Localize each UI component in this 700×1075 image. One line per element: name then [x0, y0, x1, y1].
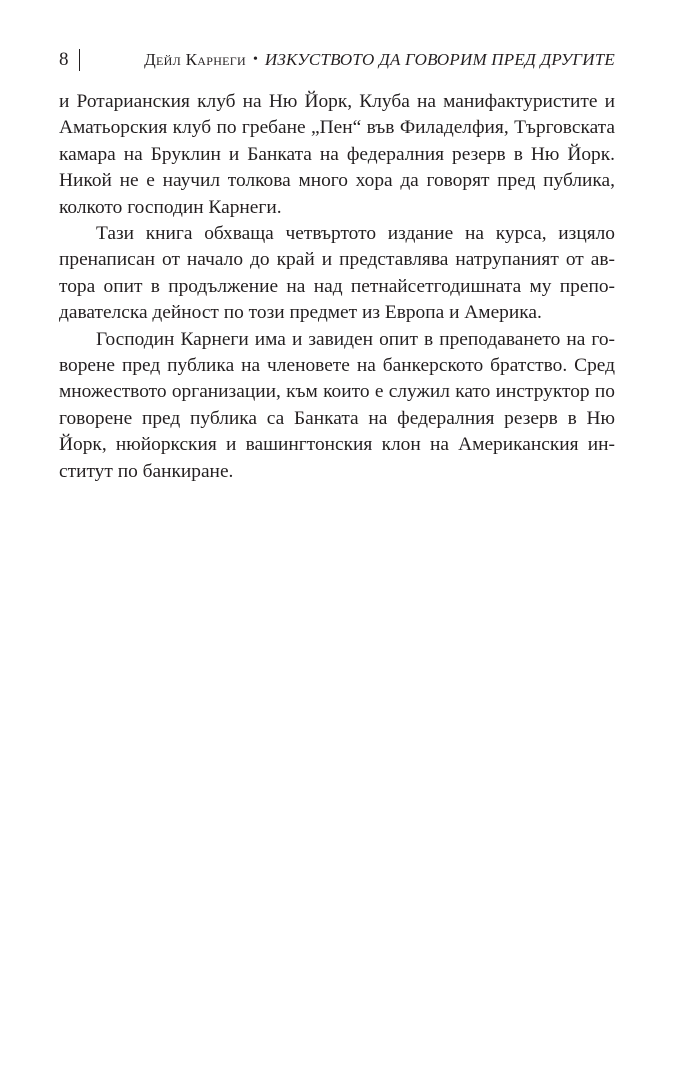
header-divider: [79, 49, 80, 71]
body-text: [59, 89, 615, 485]
running-head-author: Дейл Карнеги: [144, 50, 246, 69]
running-head: [144, 48, 615, 72]
running-head-title: ИЗКУСТВОТО ДА ГОВОРИМ ПРЕД ДРУГИТЕ: [264, 50, 615, 69]
paragraph-2: Тази книга обхваща четвъртото издание на курса, изцяло пренаписан от начало до край и представлява натрупаният от автора опит в продължение на над петнайсетгодишната му преподавателска дейност по този предмет из Европа и Америка.: [59, 223, 615, 324]
paragraph-3: Господин Карнеги има и завиден опит в преподаването на говорене пред публика на членовете на банкерското братство. Сред множеството организации, към които е служил като инструктор по говорене пред публика са Банката на федералния резерв в Ню Йорк, нюйоркския и вашингтонския клон на Американския институт по банкиране.: [59, 328, 615, 482]
paragraph-1: и Ротарианския клуб на Ню Йорк, Клуба на манифактуристите и Аматьорския клуб по гребане „Пен“ във Филаделфия, Търговската камара на Бруклин и Банката на федералния резерв в Ню Йорк. Никой не е научил толкова много хора да говорят пред публика, колкото господин Карнеги.: [59, 91, 615, 218]
page-header: [59, 48, 615, 72]
running-head-separator: •: [253, 52, 258, 67]
page-number: 8: [59, 49, 69, 70]
